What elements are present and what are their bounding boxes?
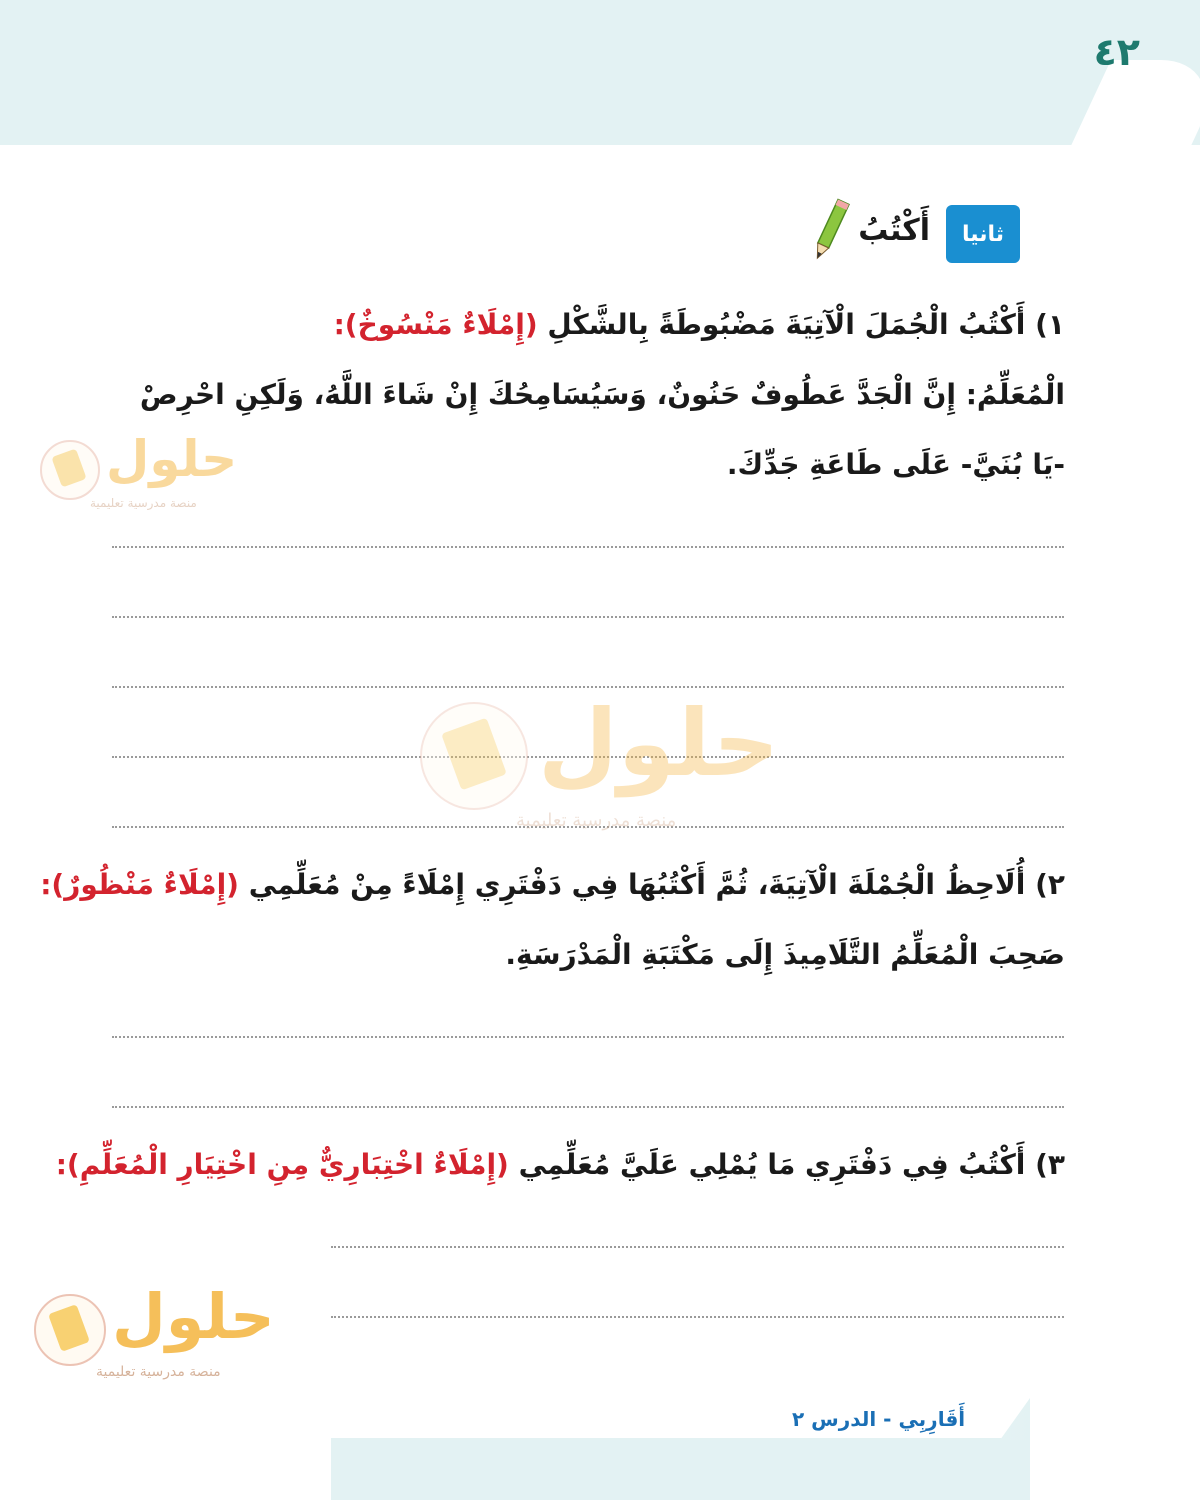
section-title: أَكْتُبُ [858, 213, 930, 248]
watermark-subtitle: منصة مدرسية تعليمية [516, 810, 677, 831]
q2-tag: (إِمْلَاءٌ مَنْظُورٌ): [40, 868, 239, 901]
watermark-text: حلول [538, 690, 780, 797]
answer-line[interactable] [331, 1316, 1064, 1318]
answer-line[interactable] [112, 1106, 1064, 1108]
q2-prompt-line [40, 868, 1065, 901]
answer-line[interactable] [112, 546, 1064, 548]
watermark-text: حلول [112, 1280, 275, 1353]
q3-prompt-line [56, 1148, 1065, 1181]
q1-text-line1: الْمُعَلِّمُ: إِنَّ الْجَدَّ عَطُوفٌ حَنُونٌ، وَسَيُسَامِحُكَ إِنْ شَاءَ اللَّهُ، وَلَكِنِ احْرِصْ [139, 378, 1065, 411]
top-band [0, 0, 1200, 145]
q2-prompt: ٢) أُلَاحِظُ الْجُمْلَةَ الْآتِيَةَ، ثُمَّ أَكْتُبُهَا فِي دَفْتَرِي إِمْلَاءً مِنْ مُعَلِّمِي [248, 868, 1065, 901]
watermark-logo [420, 690, 800, 840]
q1-prompt-line [334, 308, 1065, 341]
footer-band [331, 1438, 1030, 1500]
section-badge: ثانيا [946, 205, 1020, 263]
q3-tag: (إِمْلَاءٌ اخْتِبَارِيٌّ مِنِ اخْتِيَارِ الْمُعَلِّمِ): [55, 1148, 509, 1181]
answer-line[interactable] [112, 616, 1064, 618]
q1-tag: (إِمْلَاءٌ مَنْسُوخٌ): [333, 308, 538, 341]
answer-line[interactable] [112, 686, 1064, 688]
watermark-logo [40, 430, 240, 520]
page-number: ٤٢ [1093, 30, 1140, 74]
watermark-text: حلول [106, 430, 238, 488]
watermark-logo [34, 1280, 294, 1390]
answer-line[interactable] [331, 1246, 1064, 1248]
pencil-icon [810, 197, 850, 265]
answer-line[interactable] [112, 1036, 1064, 1038]
q2-text: صَحِبَ الْمُعَلِّمُ التَّلَامِيذَ إِلَى مَكْتَبَةِ الْمَدْرَسَةِ. [505, 938, 1065, 971]
q3-prompt: ٣) أَكْتُبُ فِي دَفْتَرِي مَا يُمْلِي عَلَيَّ مُعَلِّمِي [518, 1148, 1065, 1181]
q1-prompt: ١) أَكْتُبُ الْجُمَلَ الْآتِيَةَ مَضْبُوطَةً بِالشَّكْلِ [547, 308, 1065, 341]
footer-label: أَقَارِبِي - الدرس ٢ [792, 1407, 966, 1431]
watermark-subtitle: منصة مدرسية تعليمية [90, 496, 197, 510]
watermark-subtitle: منصة مدرسية تعليمية [96, 1364, 221, 1380]
q1-text-line2: -يَا بُنَيَّ- عَلَى طَاعَةِ جَدِّكَ. [726, 448, 1065, 481]
